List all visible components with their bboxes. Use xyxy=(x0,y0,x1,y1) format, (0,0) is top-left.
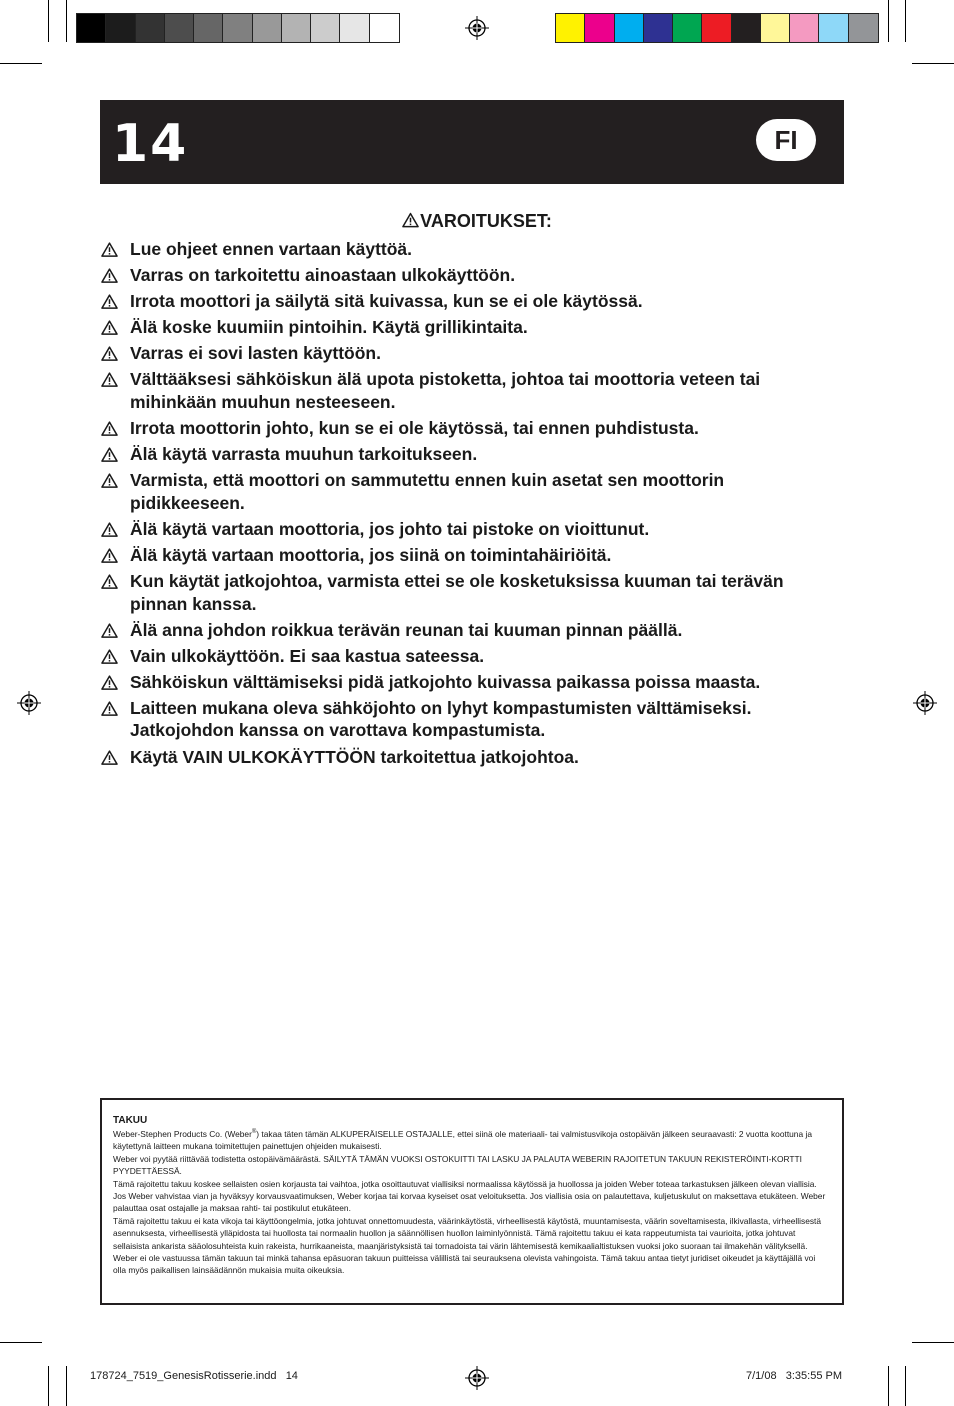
warning-text: Käytä VAIN ULKOKÄYTTÖÖN tarkoitettua jatkojohtoa. xyxy=(130,746,579,767)
color-swatch xyxy=(556,14,585,42)
warning-triangle-icon xyxy=(101,675,118,690)
page-number: 14 xyxy=(112,114,189,174)
color-swatch xyxy=(165,14,194,42)
crop-mark xyxy=(912,63,954,64)
color-swatch xyxy=(644,14,673,42)
warning-triangle-icon xyxy=(101,447,118,462)
crop-mark xyxy=(48,1366,49,1406)
color-swatch xyxy=(77,14,106,42)
warning-text: Välttääksesi sähköiskun älä upota pistoketta, johtoa tai moottoria veteen tai mihinkään muuhun nesteeseen. xyxy=(130,369,761,412)
color-swatch xyxy=(194,14,223,42)
color-swatch xyxy=(790,14,819,42)
registration-mark-icon xyxy=(913,691,937,715)
warning-triangle-icon xyxy=(101,473,118,488)
crop-mark xyxy=(66,1366,67,1406)
warning-triangle-icon xyxy=(101,242,118,257)
color-swatch xyxy=(311,14,340,42)
warning-text: Sähköiskun välttämiseksi pidä jatkojohto kuivassa paikassa poissa maasta. xyxy=(130,671,761,692)
warning-item xyxy=(100,671,840,694)
warnings-heading xyxy=(0,209,954,233)
color-swatch xyxy=(761,14,790,42)
warranty-paragraph: Tämä rajoitettu takuu ei kata vikoja tai käyttöongelmia, jotka johtuvat onnettomuudesta, väärinkäytöstä, virheellisestä käytöstä, muuntamisesta, väärin soveltamisesta, ilkivallasta, virheellisestä asennuksesta, virheellisestä ylläpidosta tai huollosta tai normaalin huollon ja säännöllisen huollon laiminlyönnistä. Tämä rajoitettu takuu ei kata rappeutumista tai vaurioita, jotka johtuvat sellaisista ankarista sääolosuhteista kuin rakeista, hurrikaaneista, maanjäristyksistä tai tornadoista tai värin lähtemisestä kemikaalialtistuksen vuoksi joko suoraan tai ilmakehän välityksellä. Weber ei ole vastuussa tämän takuun tai minkä tahansa epäsuoran takuun puitteissa välillistä tai seurauksena olevista vahingoista. Tämä takuu antaa tietyt juridiset oikeudet ja käyttäjällä voi olla myös paikallisen lainsäädännön mukaisia muita oikeuksia. xyxy=(113,1215,822,1276)
warning-text: Älä käytä varrasta muuhun tarkoitukseen. xyxy=(130,444,478,465)
warning-triangle-icon xyxy=(101,421,118,436)
color-swatch xyxy=(106,14,135,42)
color-swatch xyxy=(673,14,702,42)
warning-item xyxy=(100,342,840,365)
color-swatch xyxy=(223,14,252,42)
footer-datetime: 7/1/08 3:35:55 PM xyxy=(746,1370,843,1382)
warning-triangle-icon xyxy=(402,212,419,228)
registration-mark-icon xyxy=(465,1366,489,1390)
warning-item xyxy=(100,518,840,541)
registered-mark: ® xyxy=(251,1129,257,1136)
page-header-bar xyxy=(100,100,844,184)
crop-mark xyxy=(66,0,67,42)
warning-triangle-icon xyxy=(101,750,118,765)
warranty-intro-start: Weber-Stephen Products Co. (Weber xyxy=(113,1129,252,1139)
process-color-bar xyxy=(555,13,879,43)
crop-mark xyxy=(0,63,42,64)
warning-text: Lue ohjeet ennen vartaan käyttöä. xyxy=(130,239,413,259)
warning-item xyxy=(100,619,840,642)
warning-text: Irrota moottori ja säilytä sitä kuivassa, kun se ei ole käytössä. xyxy=(130,291,643,312)
warning-item xyxy=(100,469,840,514)
warning-item xyxy=(100,264,840,287)
warning-text: Älä käytä vartaan moottoria, jos johto tai pistoke on vioittunut. xyxy=(130,518,650,539)
warning-triangle-icon xyxy=(101,522,118,537)
warning-text: Vain ulkokäyttöön. Ei saa kastua sateessa. xyxy=(130,645,485,666)
warnings-list xyxy=(100,238,840,772)
warning-text: Varras on tarkoitettu ainoastaan ulkokäyttöön. xyxy=(130,265,516,286)
color-swatch xyxy=(136,14,165,42)
crop-mark xyxy=(912,1342,954,1343)
warranty-box xyxy=(100,1098,844,1305)
grayscale-color-bar xyxy=(76,13,400,43)
warning-item xyxy=(100,570,840,615)
warning-item xyxy=(100,316,840,339)
warning-item xyxy=(100,645,840,668)
warning-triangle-icon xyxy=(101,294,118,309)
crop-mark xyxy=(0,1342,42,1343)
warning-triangle-icon xyxy=(101,346,118,361)
language-badge: FI xyxy=(756,119,816,161)
warning-item xyxy=(100,443,840,466)
warning-text: Irrota moottorin johto, kun se ei ole käytössä, tai ennen puhdistusta. xyxy=(130,418,699,439)
warning-item xyxy=(100,697,840,742)
warning-text: Varras ei sovi lasten käyttöön. xyxy=(130,343,381,364)
warnings-title-text: VAROITUKSET: xyxy=(420,211,552,231)
warning-triangle-icon xyxy=(101,574,118,589)
crop-mark xyxy=(905,0,906,42)
warning-item xyxy=(100,290,840,313)
warning-text: Älä anna johdon roikkua terävän reunan tai kuuman pinnan päällä. xyxy=(130,619,683,640)
warranty-intro-end: ) takaa täten tämän ALKUPERÄISELLE OSTAJALLE, ettei siinä ole materiaali- tai valmistusvikoja ostopäivän jälkeen seuraavasti: 2 vuotta koottuna ja käytettynä laitteen mukana toimitettujen painettujen ohjeiden mukaisesti. xyxy=(113,1129,812,1152)
warranty-paragraph xyxy=(113,1128,830,1153)
registration-mark-icon xyxy=(465,16,489,40)
color-swatch xyxy=(585,14,614,42)
warning-triangle-icon xyxy=(101,649,118,664)
color-swatch xyxy=(370,14,399,42)
warning-text: Älä koske kuumiin pintoihin. Käytä grillikintaita. xyxy=(130,317,528,338)
warning-triangle-icon xyxy=(101,548,118,563)
crop-mark xyxy=(888,0,889,42)
warning-text: Varmista, että moottori on sammutettu ennen kuin asetat sen moottorin pidikkeeseen. xyxy=(130,470,725,513)
warning-item xyxy=(100,238,840,261)
warranty-title: TAKUU xyxy=(113,1115,148,1126)
color-swatch xyxy=(702,14,731,42)
warning-text: Kun käytät jatkojohtoa, varmista ettei se ole kosketuksissa kuuman tai terävän pinnan kanssa. xyxy=(130,571,784,614)
warning-item xyxy=(100,368,840,413)
crop-mark xyxy=(905,1366,906,1406)
warning-triangle-icon xyxy=(101,268,118,283)
color-swatch xyxy=(819,14,848,42)
warranty-paragraph: Tämä rajoitettu takuu koskee sellaisten osien korjausta tai vaihtoa, jotka osoittautuvat viallisiksi normaalissa käytössä ja huollossa ja joiden Weber toteaa tarkastuksen jälkeen olevan viallisia. Jos Weber vahvistaa vian ja hyväksyy korvausvaatimuksen, Weber korjaa tai korvaa kyseiset osat veloituksetta. Jos viallisia osia on palautettava, kuljetuskulut on maksettava etukäteen. Weber palauttaa osat ostajalle ja maksaa rahti- tai postikulut etukäteen. xyxy=(113,1178,826,1214)
color-swatch xyxy=(253,14,282,42)
warning-triangle-icon xyxy=(101,320,118,335)
crop-mark xyxy=(48,0,49,42)
color-swatch xyxy=(849,14,878,42)
color-swatch xyxy=(732,14,761,42)
warning-triangle-icon xyxy=(101,701,118,716)
warning-triangle-icon xyxy=(101,623,118,638)
warning-triangle-icon xyxy=(101,372,118,387)
registration-mark-icon xyxy=(17,691,41,715)
warning-item xyxy=(100,746,840,769)
crop-mark xyxy=(888,1366,889,1406)
color-swatch xyxy=(340,14,369,42)
warranty-paragraph: Weber voi pyytää riittävää todistetta ostopäivämäärästä. SÄILYTÄ TÄMÄN VUOKSI OSTOKUITTI TAI LASKU JA PALAUTA WEBERIN RAJOITETUN TAKUUN REKISTERÖINTI-KORTTI PYYDETTÄESSÄ. xyxy=(113,1153,802,1177)
warning-text: Älä käytä vartaan moottoria, jos siinä on toimintahäiriöitä. xyxy=(130,544,612,565)
warning-item xyxy=(100,417,840,440)
color-swatch xyxy=(615,14,644,42)
footer-filename: 178724_7519_GenesisRotisserie.indd 14 xyxy=(90,1370,298,1382)
warning-text: Laitteen mukana oleva sähköjohto on lyhyt kompastumisten välttämiseksi. Jatkojohdon kanssa on varottava kompastumista. xyxy=(130,697,752,741)
color-swatch xyxy=(282,14,311,42)
warning-item xyxy=(100,544,840,567)
